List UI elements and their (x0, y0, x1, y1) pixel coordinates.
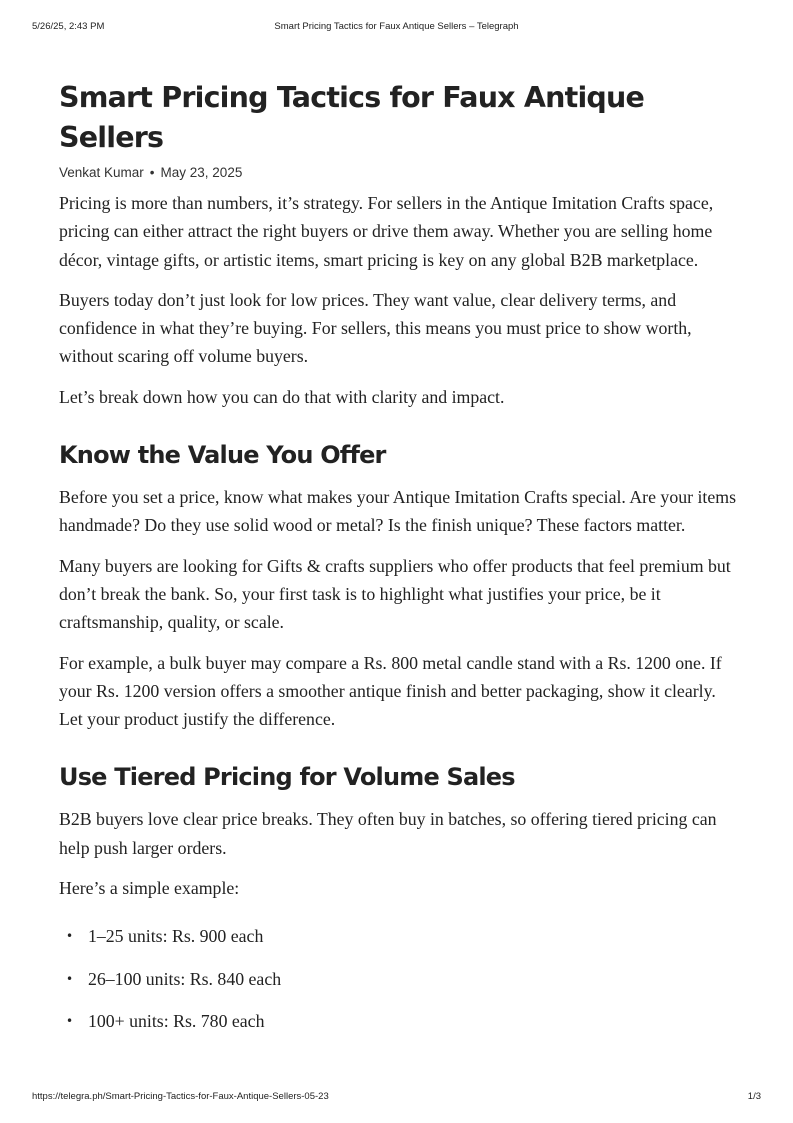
pricing-tier-list (59, 922, 739, 1035)
list-item (59, 922, 739, 950)
print-header (0, 21, 793, 35)
tier-text: 1–25 units: Rs. 900 each (88, 926, 264, 947)
print-page-title: Smart Pricing Tactics for Faux Antique Sellers – Telegraph (274, 21, 519, 32)
bullet-icon: • (66, 971, 74, 986)
intro-paragraph-1: Pricing is more than numbers, it’s strategy. For sellers in the Antique Imitation Crafts space, pricing can either attract the right buyers or drive them away. Whether you are selling home décor, vintage gifts, or artistic items, smart pricing is key on any global B2B marketplace. (59, 193, 714, 270)
list-item (59, 1007, 739, 1035)
print-url: https://telegra.ph/Smart-Pricing-Tactics-for-Faux-Antique-Sellers-05-23 (32, 1091, 329, 1102)
section2-paragraph-2: Here’s a simple example: (59, 878, 240, 899)
section2-paragraph-1: B2B buyers love clear price breaks. They often buy in batches, so offering tiered pricing can help push larger orders. (59, 809, 717, 858)
print-footer (0, 1091, 793, 1105)
print-page-number: 1/3 (747, 1091, 761, 1102)
section1-paragraph-3: For example, a bulk buyer may compare a Rs. 800 metal candle stand with a Rs. 1200 one. If your Rs. 1200 version offers a smoother antique finish and better packaging, show it clearly. Let your product justify the difference. (59, 652, 722, 730)
print-datetime: 5/26/25, 2:43 PM (32, 21, 105, 32)
article-meta (59, 163, 739, 183)
section-heading-value: Know the Value You Offer (59, 441, 386, 470)
section-heading-tiered: Use Tiered Pricing for Volume Sales (59, 763, 515, 792)
section1-paragraph-2: Many buyers are looking for Gifts & crafts suppliers who offer products that feel premium but don’t break the bank. So, your first task is to highlight what justifies your price, be it craftsmanship, quality, or scale. (59, 555, 731, 633)
meta-separator: • (149, 165, 155, 180)
section1-paragraph-1: Before you set a price, know what makes your Antique Imitation Crafts special. Are your items handmade? Do they use solid wood or metal? Is the finish unique? These factors matter. (59, 487, 736, 536)
bullet-icon: • (66, 1013, 74, 1028)
bullet-icon: • (66, 929, 74, 944)
intro-paragraph-2: Buyers today don’t just look for low prices. They want value, clear delivery terms, and confidence in what they’re buying. For sellers, this means you must price to show worth, without scaring off volume buyers. (59, 289, 692, 367)
list-item (59, 965, 739, 993)
tier-text: 26–100 units: Rs. 840 each (88, 968, 282, 989)
author-link[interactable]: Venkat Kumar (59, 165, 144, 180)
intro-paragraph-3: Let’s break down how you can do that with clarity and impact. (59, 386, 505, 407)
article (59, 78, 739, 1049)
tier-text: 100+ units: Rs. 780 each (88, 1010, 265, 1031)
publish-date: May 23, 2025 (160, 165, 243, 180)
article-title: Smart Pricing Tactics for Faux Antique Sellers (59, 81, 645, 154)
